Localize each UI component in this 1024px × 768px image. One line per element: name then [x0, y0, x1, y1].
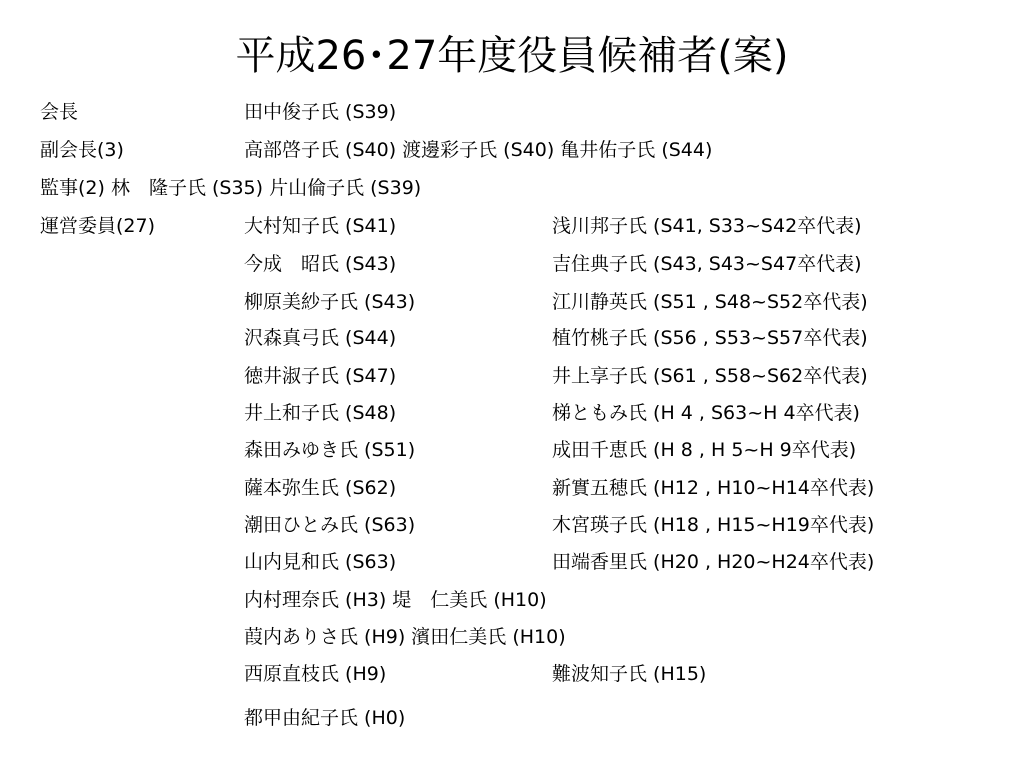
committee-member: 田端香里氏 (H20 , H20~H24卒代表) [552, 551, 875, 573]
committee-member: 成田千恵氏 (H 8 , H 5~H 9卒代表) [552, 439, 857, 461]
committee-member: 梯ともみ氏 (H 4 , S63~H 4卒代表) [552, 402, 860, 424]
committee-member: 潮田ひとみ氏 (S63) [244, 514, 416, 536]
committee-member: 薩本弥生氏 (S62) [244, 477, 397, 499]
committee-member: 吉住典子氏 (S43, S43~S47卒代表) [552, 253, 862, 275]
committee-member: 木宮瑛子氏 (H18 , H15~H19卒代表) [552, 514, 875, 536]
committee-member: 柳原美紗子氏 (S43) [244, 291, 416, 313]
role-vice-president: 副会長(3) [40, 139, 124, 161]
committee-member: 内村理奈氏 (H3) 堤 仁美氏 (H10) [244, 589, 547, 611]
committee-member: 新實五穂氏 (H12 , H10~H14卒代表) [552, 477, 875, 499]
committee-member: 井上和子氏 (S48) [244, 402, 397, 424]
committee-member: 植竹桃子氏 (S56 , S53~S57卒代表) [552, 327, 868, 349]
role-president: 会長 [40, 101, 79, 123]
committee-member: 都甲由紀子氏 (H0) [244, 707, 406, 729]
committee-member: 井上享子氏 (S61 , S58~S62卒代表) [552, 365, 868, 387]
committee-member: 今成 昭氏 (S43) [244, 253, 397, 275]
committee-member: 大村知子氏 (S41) [244, 215, 397, 237]
committee-member: 森田みゆき氏 (S51) [244, 439, 416, 461]
auditor-line: 監事(2) 林 隆子氏 (S35) 片山倫子氏 (S39) [40, 177, 422, 199]
committee-member: 浅川邦子氏 (S41, S33~S42卒代表) [552, 215, 862, 237]
committee-member: 沢森真弓氏 (S44) [244, 327, 397, 349]
page-title: 平成26･27年度役員候補者(案) [235, 33, 789, 79]
committee-member: 徳井淑子氏 (S47) [244, 365, 397, 387]
vice-president-names: 高部啓子氏 (S40) 渡邊彩子氏 (S40) 亀井佑子氏 (S44) [244, 139, 713, 161]
committee-member: 葭内ありさ氏 (H9) 濱田仁美氏 (H10) [244, 626, 566, 648]
committee-member: 西原直枝氏 (H9) [244, 663, 387, 685]
committee-member: 難波知子氏 (H15) [552, 663, 707, 685]
role-committee: 運営委員(27) [40, 215, 156, 237]
committee-member: 山内見和氏 (S63) [244, 551, 397, 573]
president-name: 田中俊子氏 (S39) [244, 101, 397, 123]
committee-member: 江川静英氏 (S51 , S48~S52卒代表) [552, 291, 868, 313]
